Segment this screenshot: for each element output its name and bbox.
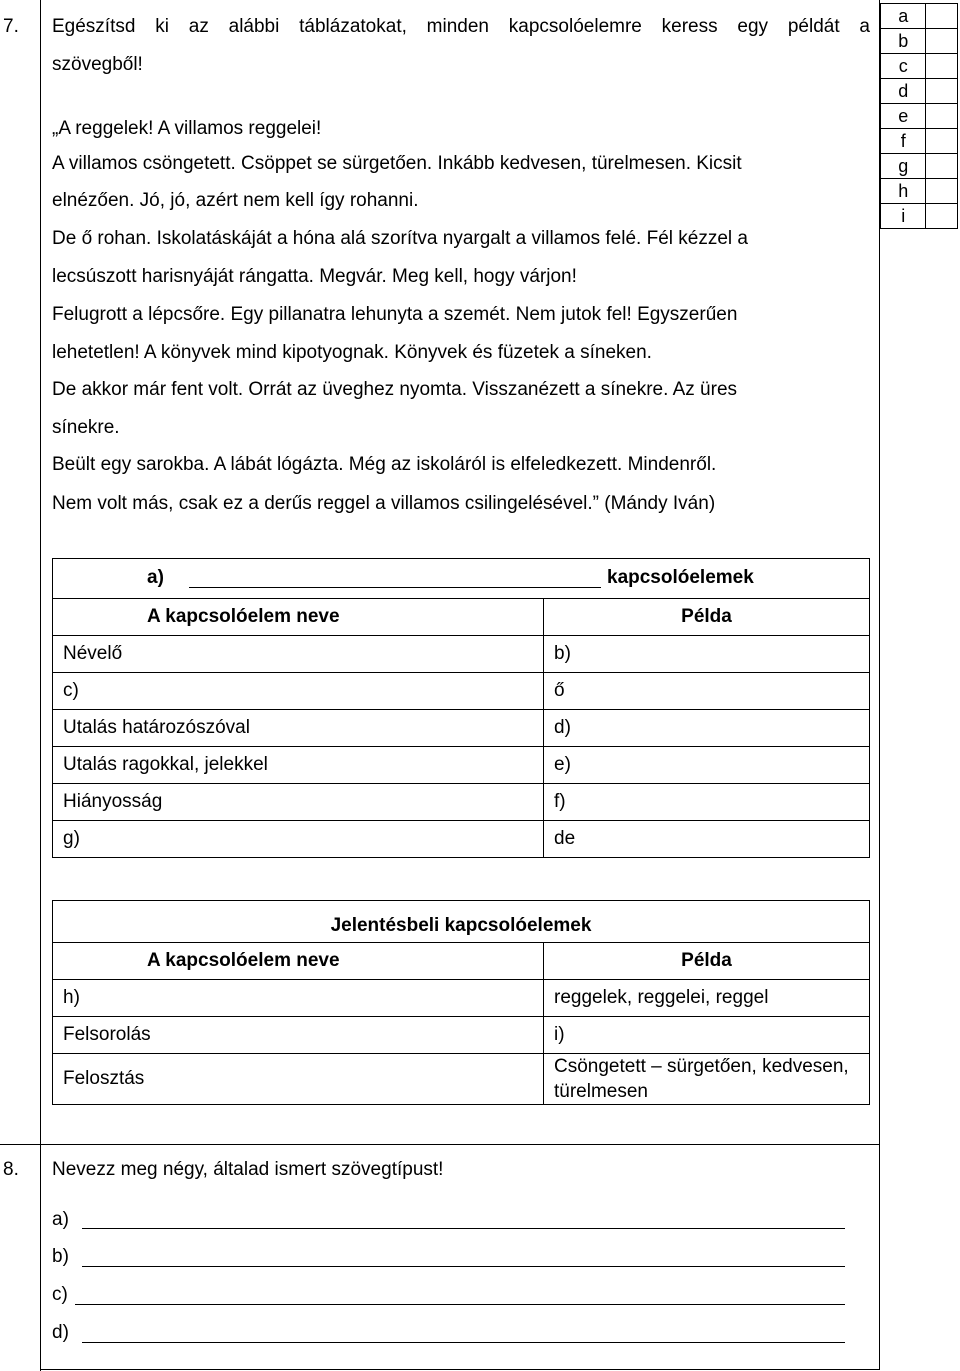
- table2-title: Jelentésbeli kapcsolóelemek: [53, 901, 870, 943]
- table-cell: reggelek, reggelei, reggel: [544, 980, 870, 1017]
- answer-line-d[interactable]: [82, 1342, 845, 1343]
- task7-instruction: Egészítsd ki az alábbi táblázatokat, minden kapcsolóelemre keress egy példát a szövegből!: [52, 16, 870, 75]
- story-line: lecsúszott harisnyáját rángatta. Megvár. Meg kell, hogy várjon!: [52, 266, 577, 287]
- table-cell: Csöngetett – sürgetően, kedvesen, türelmesen: [544, 1054, 870, 1105]
- score-label: c: [881, 54, 926, 79]
- table2-col1-header: A kapcsolóelem neve: [53, 943, 544, 980]
- story-line: sínekre.: [52, 417, 120, 438]
- score-label: d: [881, 79, 926, 104]
- task-separator: [0, 1144, 880, 1145]
- score-field[interactable]: [926, 29, 958, 54]
- score-label: e: [881, 104, 926, 129]
- score-box: [880, 3, 958, 229]
- table-cell[interactable]: g): [53, 821, 544, 858]
- table1-col2-header: Példa: [544, 599, 870, 636]
- table-cell[interactable]: b): [544, 636, 870, 673]
- table-cell: Felosztás: [53, 1054, 544, 1105]
- connectors-table-2: [52, 900, 870, 1105]
- answer-label-d: d): [52, 1322, 69, 1343]
- table1-col1-header: A kapcsolóelem neve: [53, 599, 544, 636]
- answer-label-b: b): [52, 1246, 69, 1267]
- score-field[interactable]: [926, 154, 958, 179]
- story-line: „A reggelek! A villamos reggelei!: [52, 118, 322, 139]
- story-line: Beült egy sarokba. A lábát lógázta. Még az iskoláról is elfeledkezett. Mindenről.: [52, 454, 717, 475]
- score-label: i: [881, 204, 926, 229]
- table-cell[interactable]: d): [544, 710, 870, 747]
- score-field[interactable]: [926, 4, 958, 29]
- table1-title-blank[interactable]: [189, 587, 601, 588]
- table-cell: Utalás ragokkal, jelekkel: [53, 747, 544, 784]
- story-line: elnézően. Jó, jó, azért nem kell így rohanni.: [52, 190, 419, 211]
- answer-label-c: c): [52, 1284, 68, 1305]
- score-field[interactable]: [926, 179, 958, 204]
- answer-line-b[interactable]: [82, 1266, 845, 1267]
- story-line: lehetetlen! A könyvek mind kipotyognak. Könyvek és füzetek a síneken.: [52, 342, 652, 363]
- score-field[interactable]: [926, 204, 958, 229]
- table1-title: a) kapcsolóelemek: [53, 559, 870, 599]
- score-field[interactable]: [926, 54, 958, 79]
- story-line: De ő rohan. Iskolatáskáját a hóna alá szorítva nyargalt a villamos felé. Fél kézzel a: [52, 228, 748, 249]
- story-line: Nem volt más, csak ez a derűs reggel a villamos csilingelésével.” (Mándy Iván): [52, 493, 716, 514]
- table-cell: Névelő: [53, 636, 544, 673]
- bottom-line: [40, 1369, 880, 1370]
- table-cell[interactable]: e): [544, 747, 870, 784]
- score-label: a: [881, 4, 926, 29]
- score-label: h: [881, 179, 926, 204]
- score-field[interactable]: [926, 104, 958, 129]
- answer-line-c[interactable]: [75, 1304, 845, 1305]
- table-cell: ő: [544, 673, 870, 710]
- score-label: b: [881, 29, 926, 54]
- story-line: Felugrott a lépcsőre. Egy pillanatra lehunyta a szemét. Nem jutok fel! Egyszerűen: [52, 304, 738, 325]
- left-margin-line: [40, 0, 41, 1371]
- connectors-table-1: [52, 558, 870, 858]
- score-label: g: [881, 154, 926, 179]
- answer-line-a[interactable]: [82, 1228, 845, 1229]
- table-cell[interactable]: h): [53, 980, 544, 1017]
- task8-number: 8.: [3, 1159, 19, 1180]
- table-cell: Hiányosság: [53, 784, 544, 821]
- story-line: De akkor már fent volt. Orrát az üveghez nyomta. Visszanézett a sínekre. Az üres: [52, 379, 738, 400]
- table-cell: Utalás határozószóval: [53, 710, 544, 747]
- table-cell: de: [544, 821, 870, 858]
- task8-instruction: Nevezz meg négy, általad ismert szövegtípust!: [52, 1159, 444, 1180]
- table2-col2-header: Példa: [544, 943, 870, 980]
- table-cell: Felsorolás: [53, 1017, 544, 1054]
- table-cell[interactable]: c): [53, 673, 544, 710]
- table-cell[interactable]: i): [544, 1017, 870, 1054]
- task7-number: 7.: [3, 16, 19, 37]
- table-cell[interactable]: f): [544, 784, 870, 821]
- answer-label-a: a): [52, 1209, 69, 1230]
- story-line: A villamos csöngetett. Csöppet se sürgetően. Inkább kedvesen, türelmesen. Kicsit: [52, 153, 742, 174]
- score-field[interactable]: [926, 129, 958, 154]
- score-field[interactable]: [926, 79, 958, 104]
- score-label: f: [881, 129, 926, 154]
